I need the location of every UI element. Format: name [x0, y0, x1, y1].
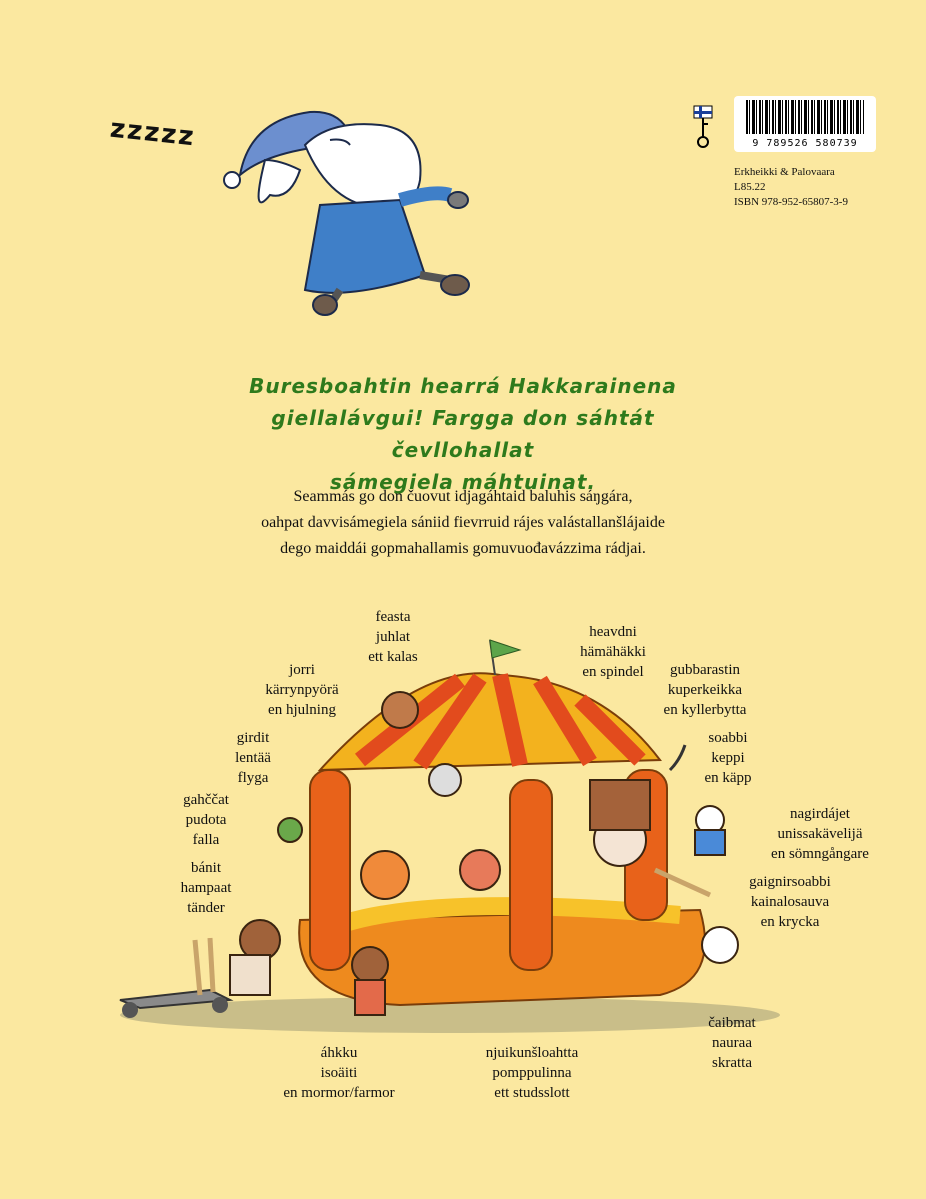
- label-word: hampaat: [180, 880, 232, 896]
- label-word: kärrynpyörä: [265, 682, 339, 698]
- label-word: en spindel: [582, 664, 644, 680]
- label-word: jorri: [289, 662, 315, 678]
- sleepwalker-goat-illustration: [210, 100, 490, 330]
- label-word: keppi: [711, 750, 745, 766]
- label-word: ett studsslott: [494, 1085, 570, 1101]
- label-word: en krycka: [760, 914, 820, 930]
- label-gubbarastin: [650, 660, 760, 720]
- label-heavdni: [565, 622, 661, 682]
- label-banit: [168, 858, 244, 918]
- label-word: en sömngångare: [771, 846, 869, 862]
- barcode-number: 9 789526 580739: [752, 138, 858, 149]
- label-feasta: [350, 607, 436, 667]
- label-soabbi: [690, 728, 766, 788]
- finnish-flag-key-icon: [690, 104, 716, 148]
- intro-line: dego maiddái gopmahallamis gomuvuođavázzima rádjai.: [280, 540, 646, 557]
- label-word: skratta: [712, 1055, 752, 1071]
- publisher-info: [734, 165, 848, 210]
- label-word: nauraa: [712, 1035, 752, 1051]
- label-nagirdajet: [752, 804, 888, 864]
- label-word: flyga: [237, 770, 269, 786]
- label-word: falla: [192, 832, 220, 848]
- label-word: feasta: [375, 609, 411, 625]
- label-word: en hjulning: [268, 702, 336, 718]
- label-word: unissakävelijä: [777, 826, 863, 842]
- label-word: nagirdájet: [790, 806, 850, 822]
- label-word: bánit: [191, 860, 221, 876]
- label-word: pudota: [185, 812, 227, 828]
- label-word: lentää: [235, 750, 271, 766]
- label-word: gahččat: [183, 792, 229, 808]
- label-word: kainalosauva: [750, 894, 830, 910]
- label-word: gubbarastin: [670, 662, 740, 678]
- label-word: hämähäkki: [580, 644, 646, 660]
- label-word: girdit: [236, 730, 270, 746]
- label-word: tänder: [187, 900, 225, 916]
- barcode: [734, 96, 876, 152]
- label-word: isoäiti: [320, 1065, 358, 1081]
- authors: Erkheikki & Palovaara: [734, 166, 835, 178]
- label-word: gaignirsoabbi: [749, 874, 831, 890]
- label-njuikunsloahtta: [465, 1043, 599, 1103]
- label-ahkku: [266, 1043, 412, 1103]
- label-girdit: [215, 728, 291, 788]
- headline-line: Buresboahtin hearrá Hakkarainena: [249, 374, 677, 398]
- label-word: en kyllerbytta: [663, 702, 747, 718]
- headline-line: sámegiela máhtuinat.: [330, 470, 596, 494]
- headline: [200, 370, 726, 498]
- label-word: čaibmat: [708, 1015, 756, 1031]
- intro-text: [220, 484, 706, 562]
- label-word: en käpp: [704, 770, 752, 786]
- label-word: njuikunšloahtta: [485, 1045, 579, 1061]
- label-caibmat: [692, 1013, 772, 1073]
- label-gahccat: [166, 790, 246, 850]
- headline-line: giellalávgui! Fargga don sáhtát čevllohallat: [271, 406, 655, 462]
- label-word: heavdni: [589, 624, 637, 640]
- intro-line: Seammás go don čuovut idjagáhtaid baluhis sáŋgára,: [293, 488, 633, 505]
- classification-code: L85.22: [734, 181, 766, 193]
- zzz-sleep-text: zzzzz: [108, 113, 198, 153]
- isbn: ISBN 978-952-65807-3-9: [734, 196, 848, 208]
- label-word: soabbi: [708, 730, 748, 746]
- label-jorri: [250, 660, 354, 720]
- label-word: en mormor/farmor: [283, 1085, 395, 1101]
- label-gaignirsoabbi: [730, 872, 850, 932]
- intro-line: oahpat davvisámegiela sániid fievrruid rájes valástallanšlájaide: [261, 514, 665, 531]
- label-word: áhkku: [320, 1045, 358, 1061]
- label-word: juhlat: [375, 629, 411, 645]
- label-word: pomppulinna: [492, 1065, 572, 1081]
- label-word: kuperkeikka: [667, 682, 743, 698]
- barcode-bars: [746, 100, 864, 134]
- label-word: ett kalas: [368, 649, 418, 665]
